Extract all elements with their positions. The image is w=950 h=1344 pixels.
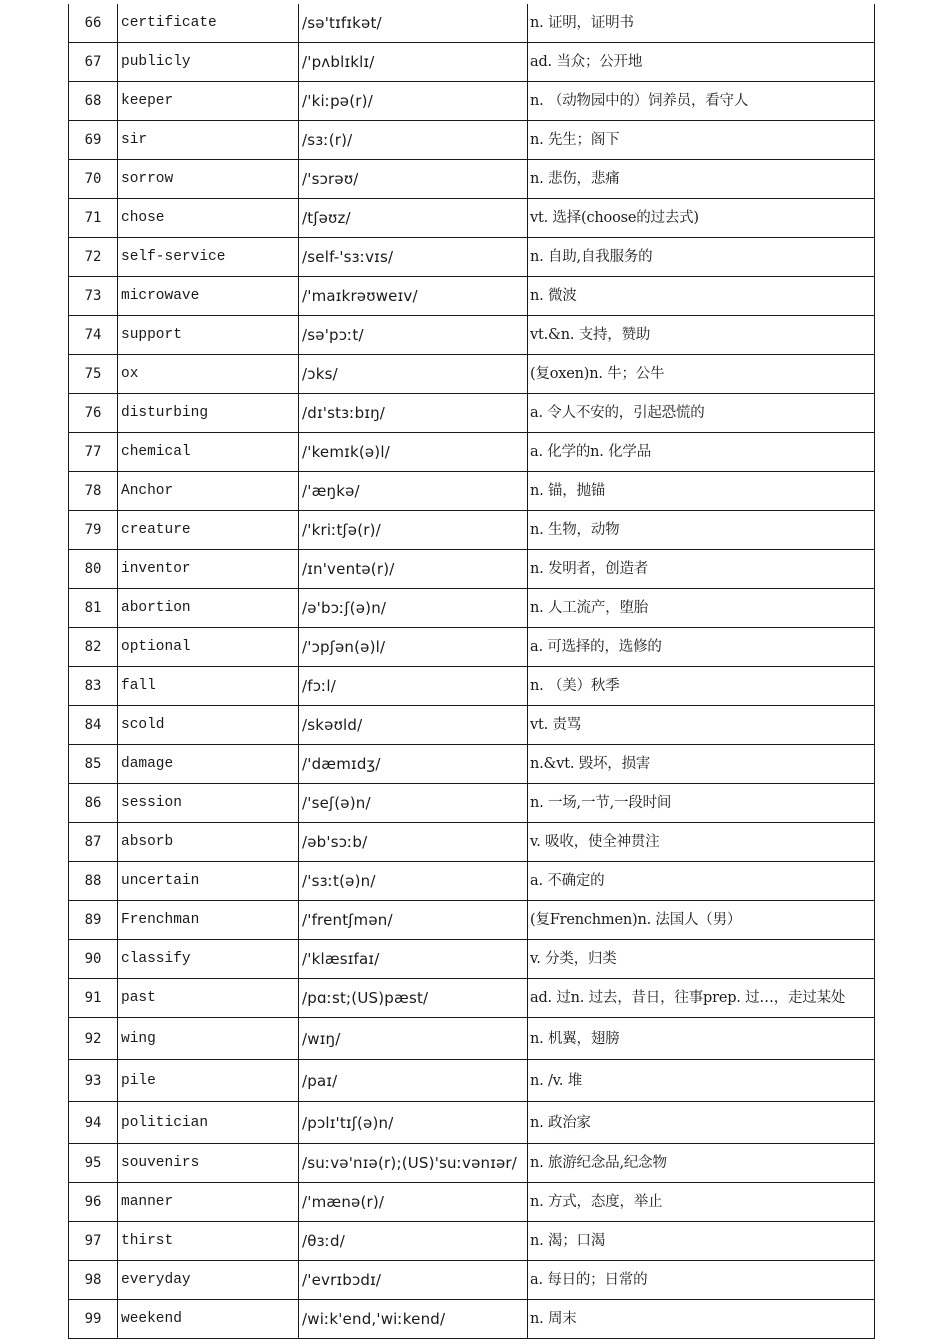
chinese-meaning: a. 可选择的，选修的	[528, 628, 875, 667]
english-word: souvenirs	[118, 1144, 299, 1183]
english-word: manner	[118, 1183, 299, 1222]
row-number: 70	[69, 160, 118, 199]
chinese-meaning: n. 生物，动物	[528, 511, 875, 550]
row-number: 77	[69, 433, 118, 472]
table-row	[69, 979, 875, 1018]
chinese-meaning: n. （美）秋季	[528, 667, 875, 706]
row-number: 84	[69, 706, 118, 745]
table-row	[69, 1018, 875, 1060]
phonetic-transcription: /skəʊld/	[299, 706, 528, 745]
chinese-meaning: n. 旅游纪念品,纪念物	[528, 1144, 875, 1183]
table-row	[69, 433, 875, 472]
row-number: 78	[69, 472, 118, 511]
table-row	[69, 199, 875, 238]
phonetic-transcription: /wɪŋ/	[299, 1018, 528, 1060]
row-number: 87	[69, 823, 118, 862]
table-row	[69, 238, 875, 277]
chinese-meaning: a. 不确定的	[528, 862, 875, 901]
table-row	[69, 4, 875, 43]
chinese-meaning: n. 一场,一节,一段时间	[528, 784, 875, 823]
english-word: everyday	[118, 1261, 299, 1300]
phonetic-transcription: /sɜː(r)/	[299, 121, 528, 160]
chinese-meaning: n. 政治家	[528, 1102, 875, 1144]
table-row	[69, 1183, 875, 1222]
chinese-meaning: vt. 选择(choose的过去式)	[528, 199, 875, 238]
english-word: self-service	[118, 238, 299, 277]
phonetic-transcription: /tʃəʊz/	[299, 199, 528, 238]
table-row	[69, 82, 875, 121]
row-number: 86	[69, 784, 118, 823]
english-word: scold	[118, 706, 299, 745]
phonetic-transcription: /'sɜːt(ə)n/	[299, 862, 528, 901]
table-row	[69, 1222, 875, 1261]
chinese-meaning: (复oxen)n. 牛；公牛	[528, 355, 875, 394]
english-word: weekend	[118, 1300, 299, 1339]
english-word: disturbing	[118, 394, 299, 433]
row-number: 98	[69, 1261, 118, 1300]
table-row	[69, 901, 875, 940]
phonetic-transcription: /'sɔrəʊ/	[299, 160, 528, 199]
phonetic-transcription: /ə'bɔːʃ(ə)n/	[299, 589, 528, 628]
row-number: 93	[69, 1060, 118, 1102]
phonetic-transcription: /wiːk'end,'wiːkend/	[299, 1300, 528, 1339]
chinese-meaning: n. 悲伤，悲痛	[528, 160, 875, 199]
chinese-meaning: n. 证明，证明书	[528, 4, 875, 43]
row-number: 99	[69, 1300, 118, 1339]
vocabulary-table-body	[69, 4, 875, 1339]
english-word: classify	[118, 940, 299, 979]
row-number: 96	[69, 1183, 118, 1222]
table-row	[69, 823, 875, 862]
phonetic-transcription: /θɜːd/	[299, 1222, 528, 1261]
english-word: sir	[118, 121, 299, 160]
phonetic-transcription: /'ɔpʃən(ə)l/	[299, 628, 528, 667]
chinese-meaning: vt. 责骂	[528, 706, 875, 745]
phonetic-transcription: /'evrɪbɔdɪ/	[299, 1261, 528, 1300]
table-row	[69, 355, 875, 394]
row-number: 71	[69, 199, 118, 238]
table-row	[69, 43, 875, 82]
english-word: absorb	[118, 823, 299, 862]
row-number: 74	[69, 316, 118, 355]
table-row	[69, 394, 875, 433]
chinese-meaning: n. 微波	[528, 277, 875, 316]
row-number: 81	[69, 589, 118, 628]
phonetic-transcription: /suːvə'nɪə(r);(US)'suːvənɪər/	[299, 1144, 528, 1183]
chinese-meaning: a. 化学的n. 化学品	[528, 433, 875, 472]
phonetic-transcription: /self-'sɜːvɪs/	[299, 238, 528, 277]
row-number: 82	[69, 628, 118, 667]
row-number: 92	[69, 1018, 118, 1060]
phonetic-transcription: /əb'sɔːb/	[299, 823, 528, 862]
table-row	[69, 862, 875, 901]
chinese-meaning: v. 吸收，使全神贯注	[528, 823, 875, 862]
row-number: 90	[69, 940, 118, 979]
table-row	[69, 784, 875, 823]
row-number: 66	[69, 4, 118, 43]
chinese-meaning: v. 分类，归类	[528, 940, 875, 979]
vocabulary-table	[68, 4, 875, 1339]
phonetic-transcription: /'maɪkrəʊweɪv/	[299, 277, 528, 316]
chinese-meaning: n. 方式，态度，举止	[528, 1183, 875, 1222]
english-word: Anchor	[118, 472, 299, 511]
english-word: session	[118, 784, 299, 823]
table-row	[69, 472, 875, 511]
row-number: 83	[69, 667, 118, 706]
row-number: 68	[69, 82, 118, 121]
chinese-meaning: (复Frenchmen)n. 法国人（男）	[528, 901, 875, 940]
english-word: damage	[118, 745, 299, 784]
table-row	[69, 745, 875, 784]
chinese-meaning: vt.&n. 支持，赞助	[528, 316, 875, 355]
phonetic-transcription: /'dæmɪdʒ/	[299, 745, 528, 784]
chinese-meaning: ad. 当众；公开地	[528, 43, 875, 82]
chinese-meaning: n. （动物园中的）饲养员，看守人	[528, 82, 875, 121]
english-word: uncertain	[118, 862, 299, 901]
phonetic-transcription: /'seʃ(ə)n/	[299, 784, 528, 823]
table-row	[69, 1261, 875, 1300]
english-word: optional	[118, 628, 299, 667]
english-word: chemical	[118, 433, 299, 472]
row-number: 72	[69, 238, 118, 277]
row-number: 91	[69, 979, 118, 1018]
chinese-meaning: n. 周末	[528, 1300, 875, 1339]
table-row	[69, 667, 875, 706]
chinese-meaning: n.&vt. 毁坏，损害	[528, 745, 875, 784]
table-row	[69, 628, 875, 667]
table-row	[69, 316, 875, 355]
english-word: ox	[118, 355, 299, 394]
phonetic-transcription: /ɪn'ventə(r)/	[299, 550, 528, 589]
table-row	[69, 550, 875, 589]
english-word: pile	[118, 1060, 299, 1102]
chinese-meaning: n. 人工流产，堕胎	[528, 589, 875, 628]
table-row	[69, 706, 875, 745]
row-number: 73	[69, 277, 118, 316]
english-word: Frenchman	[118, 901, 299, 940]
phonetic-transcription: /'kriːtʃə(r)/	[299, 511, 528, 550]
row-number: 80	[69, 550, 118, 589]
phonetic-transcription: /sə'pɔːt/	[299, 316, 528, 355]
row-number: 94	[69, 1102, 118, 1144]
english-word: inventor	[118, 550, 299, 589]
chinese-meaning: n. 先生；阁下	[528, 121, 875, 160]
phonetic-transcription: /'mænə(r)/	[299, 1183, 528, 1222]
english-word: creature	[118, 511, 299, 550]
english-word: abortion	[118, 589, 299, 628]
chinese-meaning: n. 渴；口渴	[528, 1222, 875, 1261]
phonetic-transcription: /'frentʃmən/	[299, 901, 528, 940]
row-number: 69	[69, 121, 118, 160]
english-word: keeper	[118, 82, 299, 121]
phonetic-transcription: /pɑːst;(US)pæst/	[299, 979, 528, 1018]
phonetic-transcription: /'klæsɪfaɪ/	[299, 940, 528, 979]
table-row	[69, 511, 875, 550]
chinese-meaning: n. 发明者，创造者	[528, 550, 875, 589]
english-word: certificate	[118, 4, 299, 43]
table-row	[69, 277, 875, 316]
english-word: microwave	[118, 277, 299, 316]
english-word: politician	[118, 1102, 299, 1144]
phonetic-transcription: /dɪ'stɜːbɪŋ/	[299, 394, 528, 433]
chinese-meaning: a. 令人不安的，引起恐慌的	[528, 394, 875, 433]
phonetic-transcription: /pɔlɪ'tɪʃ(ə)n/	[299, 1102, 528, 1144]
chinese-meaning: a. 每日的；日常的	[528, 1261, 875, 1300]
english-word: sorrow	[118, 160, 299, 199]
english-word: thirst	[118, 1222, 299, 1261]
english-word: chose	[118, 199, 299, 238]
row-number: 88	[69, 862, 118, 901]
chinese-meaning: n. 自助,自我服务的	[528, 238, 875, 277]
row-number: 85	[69, 745, 118, 784]
chinese-meaning: n. 锚，抛锚	[528, 472, 875, 511]
row-number: 67	[69, 43, 118, 82]
table-row	[69, 1144, 875, 1183]
phonetic-transcription: /'kemɪk(ə)l/	[299, 433, 528, 472]
english-word: publicly	[118, 43, 299, 82]
phonetic-transcription: /fɔːl/	[299, 667, 528, 706]
row-number: 89	[69, 901, 118, 940]
chinese-meaning: ad. 过n. 过去，昔日，往事prep. 过…，走过某处	[528, 979, 875, 1018]
phonetic-transcription: /sə'tɪfɪkət/	[299, 4, 528, 43]
row-number: 79	[69, 511, 118, 550]
table-row	[69, 589, 875, 628]
english-word: support	[118, 316, 299, 355]
table-row	[69, 160, 875, 199]
table-row	[69, 940, 875, 979]
phonetic-transcription: /paɪ/	[299, 1060, 528, 1102]
phonetic-transcription: /ɔks/	[299, 355, 528, 394]
table-row	[69, 1060, 875, 1102]
row-number: 95	[69, 1144, 118, 1183]
english-word: wing	[118, 1018, 299, 1060]
phonetic-transcription: /'æŋkə/	[299, 472, 528, 511]
table-row	[69, 121, 875, 160]
row-number: 97	[69, 1222, 118, 1261]
table-row	[69, 1300, 875, 1339]
phonetic-transcription: /'pʌblɪklɪ/	[299, 43, 528, 82]
row-number: 76	[69, 394, 118, 433]
chinese-meaning: n. /v. 堆	[528, 1060, 875, 1102]
english-word: fall	[118, 667, 299, 706]
phonetic-transcription: /'kiːpə(r)/	[299, 82, 528, 121]
row-number: 75	[69, 355, 118, 394]
english-word: past	[118, 979, 299, 1018]
table-row	[69, 1102, 875, 1144]
chinese-meaning: n. 机翼，翅膀	[528, 1018, 875, 1060]
